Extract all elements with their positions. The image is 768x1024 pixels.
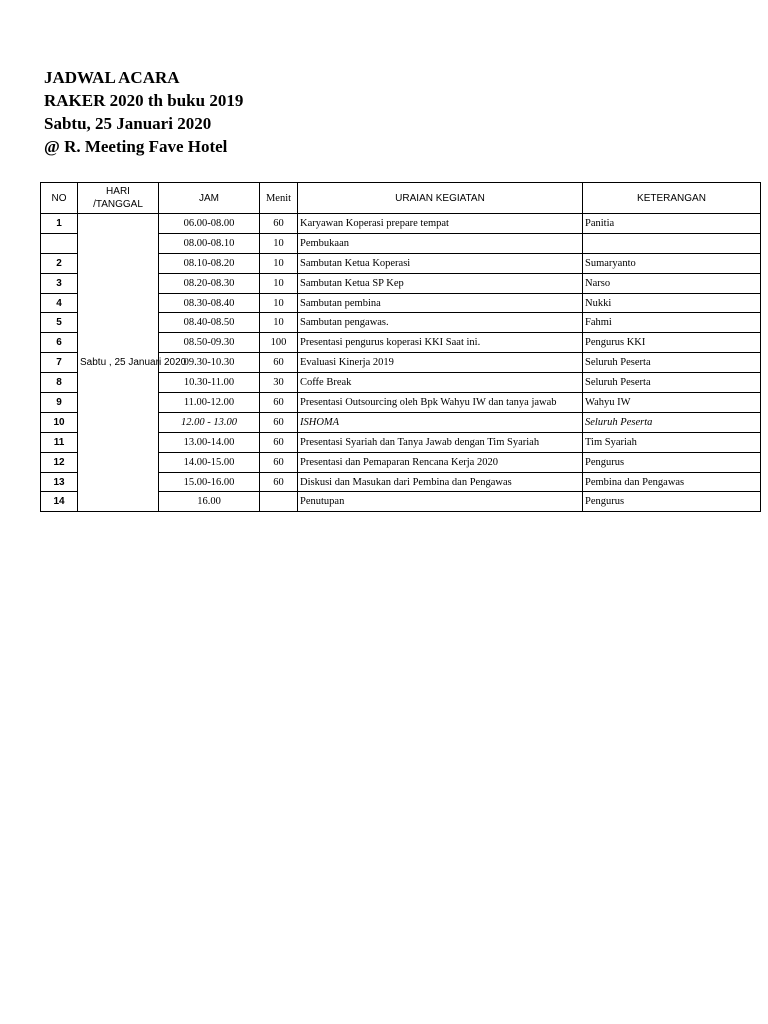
cell-no: 10 (41, 412, 78, 432)
cell-uraian: Penutupan (298, 492, 583, 512)
cell-menit: 60 (260, 393, 298, 413)
cell-uraian: Sambutan Ketua SP Kep (298, 273, 583, 293)
cell-uraian: Presentasi Syariah dan Tanya Jawab dengan Tim Syariah (298, 432, 583, 452)
cell-menit: 10 (260, 253, 298, 273)
cell-no: 6 (41, 333, 78, 353)
cell-no: 14 (41, 492, 78, 512)
col-header-keterangan: KETERANGAN (583, 183, 761, 214)
cell-keterangan: Nukki (583, 293, 761, 313)
cell-keterangan: Pengurus (583, 492, 761, 512)
table-row (41, 214, 761, 234)
cell-uraian: Presentasi pengurus koperasi KKI Saat ini. (298, 333, 583, 353)
cell-no (41, 233, 78, 253)
title-line-2: RAKER 2020 th buku 2019 (44, 91, 244, 110)
cell-no: 4 (41, 293, 78, 313)
cell-keterangan: Seluruh Peserta (583, 412, 761, 432)
cell-no: 3 (41, 273, 78, 293)
cell-jam: 06.00-08.00 (159, 214, 260, 234)
cell-jam: 12.00 - 13.00 (159, 412, 260, 432)
title-line-4: @ R. Meeting Fave Hotel (44, 137, 228, 156)
cell-menit: 60 (260, 452, 298, 472)
cell-keterangan (583, 233, 761, 253)
cell-menit (260, 492, 298, 512)
cell-menit: 60 (260, 472, 298, 492)
cell-menit: 100 (260, 333, 298, 353)
cell-menit: 60 (260, 214, 298, 234)
cell-menit: 10 (260, 313, 298, 333)
cell-jam: 14.00-15.00 (159, 452, 260, 472)
cell-keterangan: Pembina dan Pengawas (583, 472, 761, 492)
col-header-hari: HARI /TANGGAL (78, 183, 159, 214)
cell-jam: 11.00-12.00 (159, 393, 260, 413)
cell-jam: 10.30-11.00 (159, 373, 260, 393)
cell-uraian: Presentasi Outsourcing oleh Bpk Wahyu IW dan tanya jawab (298, 393, 583, 413)
cell-no: 12 (41, 452, 78, 472)
cell-jam: 08.10-08.20 (159, 253, 260, 273)
cell-keterangan: Pengurus (583, 452, 761, 472)
cell-menit: 10 (260, 273, 298, 293)
cell-uraian: Pembukaan (298, 233, 583, 253)
cell-no: 13 (41, 472, 78, 492)
cell-hari-tanggal: Sabtu , 25 Januari 2020 (78, 214, 159, 512)
cell-keterangan: Narso (583, 273, 761, 293)
cell-no: 11 (41, 432, 78, 452)
title-line-1: JADWAL ACARA (44, 68, 180, 87)
cell-menit: 10 (260, 293, 298, 313)
cell-uraian: Karyawan Koperasi prepare tempat (298, 214, 583, 234)
cell-uraian: Sambutan Ketua Koperasi (298, 253, 583, 273)
cell-keterangan: Sumaryanto (583, 253, 761, 273)
cell-jam: 08.50-09.30 (159, 333, 260, 353)
col-header-jam: JAM (159, 183, 260, 214)
cell-jam: 08.30-08.40 (159, 293, 260, 313)
cell-uraian: Evaluasi Kinerja 2019 (298, 353, 583, 373)
cell-jam: 08.40-08.50 (159, 313, 260, 333)
cell-keterangan: Wahyu IW (583, 393, 761, 413)
cell-keterangan: Tim Syariah (583, 432, 761, 452)
cell-no: 7 (41, 353, 78, 373)
cell-no: 1 (41, 214, 78, 234)
cell-jam: 08.00-08.10 (159, 233, 260, 253)
cell-uraian: Sambutan pengawas. (298, 313, 583, 333)
schedule-table (40, 182, 761, 512)
cell-no: 9 (41, 393, 78, 413)
col-header-uraian: URAIAN KEGIATAN (298, 183, 583, 214)
cell-jam: 09.30-10.30 (159, 353, 260, 373)
cell-uraian: Sambutan pembina (298, 293, 583, 313)
cell-menit: 60 (260, 353, 298, 373)
cell-menit: 10 (260, 233, 298, 253)
col-header-menit: Menit (260, 183, 298, 214)
cell-jam: 08.20-08.30 (159, 273, 260, 293)
cell-no: 8 (41, 373, 78, 393)
cell-uraian: Coffe Break (298, 373, 583, 393)
cell-menit: 30 (260, 373, 298, 393)
cell-uraian: Diskusi dan Masukan dari Pembina dan Pengawas (298, 472, 583, 492)
cell-uraian: Presentasi dan Pemaparan Rencana Kerja 2020 (298, 452, 583, 472)
cell-uraian: ISHOMA (298, 412, 583, 432)
cell-keterangan: Pengurus KKI (583, 333, 761, 353)
cell-menit: 60 (260, 432, 298, 452)
cell-no: 5 (41, 313, 78, 333)
cell-keterangan: Panitia (583, 214, 761, 234)
cell-jam: 15.00-16.00 (159, 472, 260, 492)
table-header-row (41, 183, 761, 214)
document-title (44, 66, 243, 158)
cell-keterangan: Seluruh Peserta (583, 353, 761, 373)
cell-menit: 60 (260, 412, 298, 432)
cell-keterangan: Fahmi (583, 313, 761, 333)
cell-jam: 13.00-14.00 (159, 432, 260, 452)
cell-keterangan: Seluruh Peserta (583, 373, 761, 393)
col-header-no: NO (41, 183, 78, 214)
title-line-3: Sabtu, 25 Januari 2020 (44, 114, 212, 133)
cell-no: 2 (41, 253, 78, 273)
cell-jam: 16.00 (159, 492, 260, 512)
